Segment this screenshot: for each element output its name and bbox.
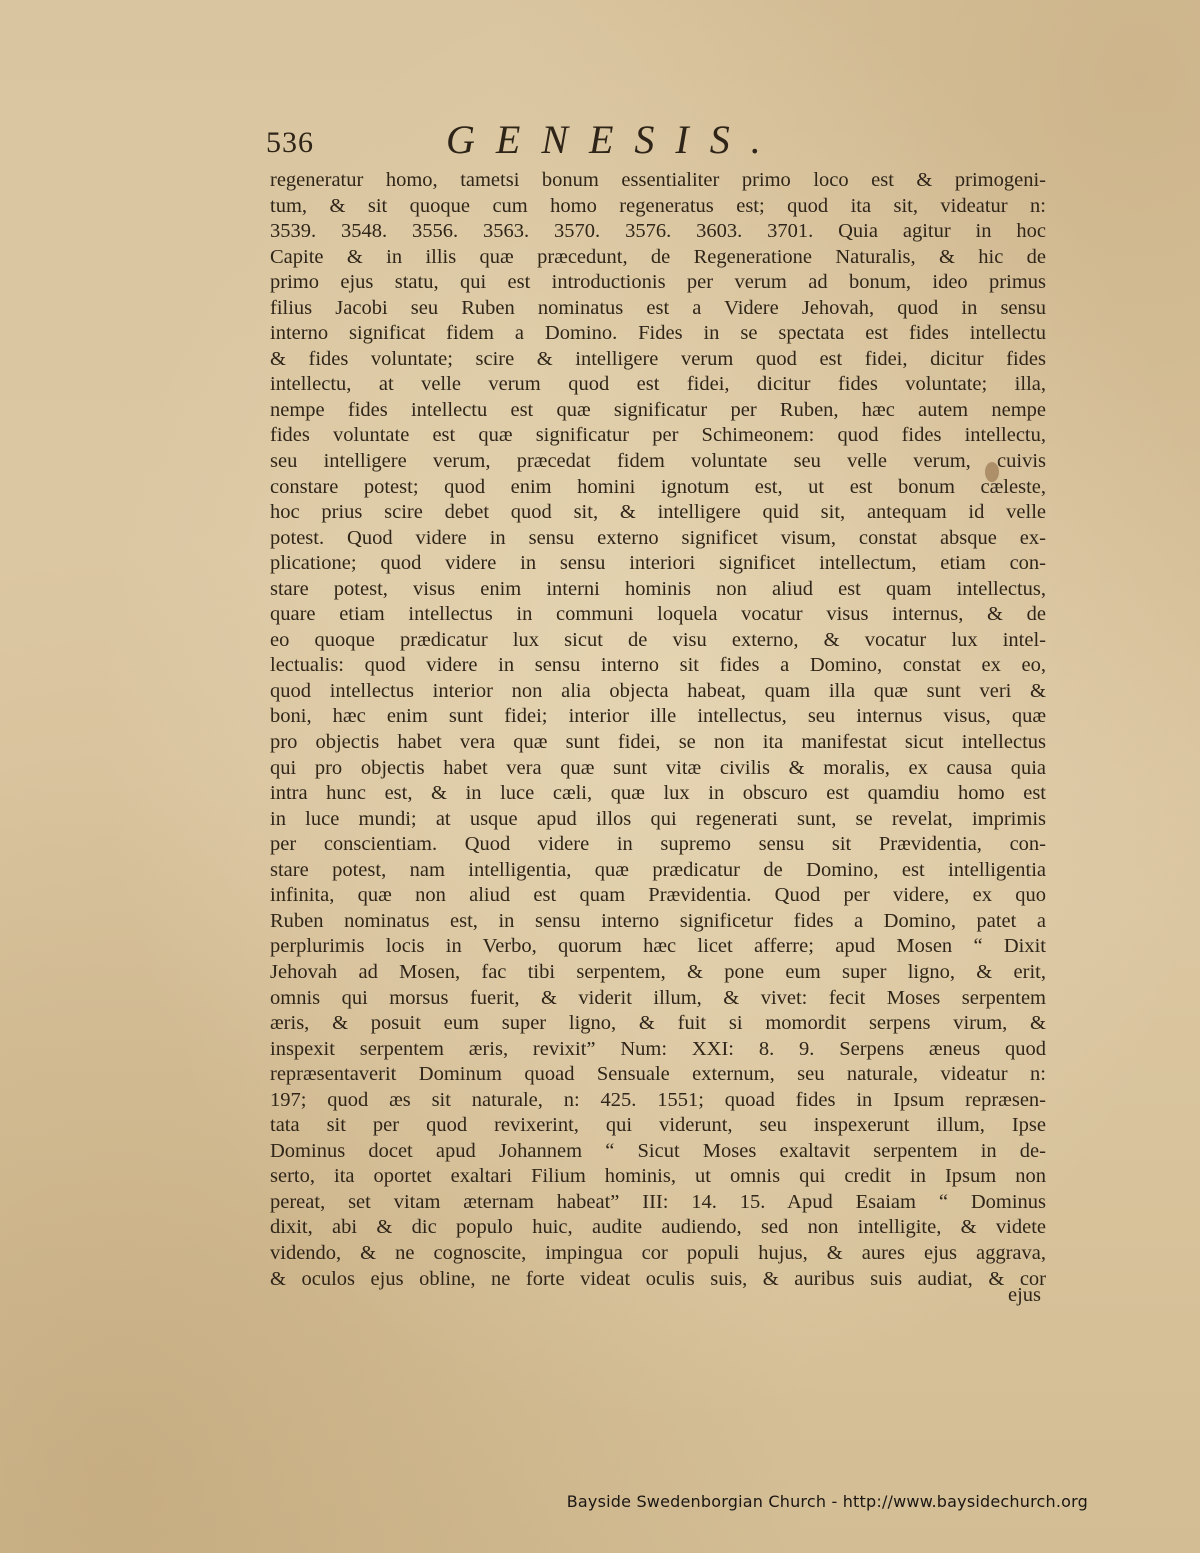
text-line: perplurimis locis in Verbo, quorum hæc licet afferre; apud Mosen “ Dixit [270, 935, 1046, 958]
text-line: eo quoque prædicatur lux sicut de visu externo, & vocatur lux intel- [270, 628, 1046, 651]
text-line: intra hunc est, & in luce cæli, quæ lux in obscuro est quamdiu homo est [270, 782, 1046, 805]
text-line: stare potest, visus enim interni hominis non aliud est quam intellectus, [270, 577, 1046, 600]
text-line: potest. Quod videre in sensu externo significet visum, constat absque ex- [270, 526, 1046, 549]
text-line: repræsentaverit Dominum quoad Sensuale externum, seu naturale, videatur n: [270, 1063, 1046, 1086]
body-text [270, 168, 1046, 1292]
text-line: omnis qui morsus fuerit, & viderit illum, & vivet: fecit Moses serpentem [270, 986, 1046, 1009]
text-line: fides voluntate est quæ significatur per Schimeonem: quod fides intellectu, [270, 424, 1046, 447]
text-line: quare etiam intellectus in communi loquela vocatur visus internus, & de [270, 603, 1046, 626]
text-line: primo ejus statu, qui est introductionis per verum ad bonum, ideo primus [270, 271, 1046, 294]
text-line: serto, ita oportet exaltari Filium hominis, ut omnis qui credit in Ipsum non [270, 1165, 1046, 1188]
text-line: boni, hæc enim sunt fidei; interior ille intellectus, seu internus visus, quæ [270, 705, 1046, 728]
text-line: per conscientiam. Quod videre in supremo sensu sit Prævidentia, con- [270, 833, 1046, 856]
text-line: videndo, & ne cognoscite, impingua cor populi hujus, & aures ejus aggrava, [270, 1241, 1046, 1264]
text-line: tum, & sit quoque cum homo regeneratus est; quod ita sit, videatur n: [270, 194, 1046, 217]
text-line: stare potest, nam intelligentia, quæ prædicatur de Domino, est intelligentia [270, 858, 1046, 881]
text-line: tata sit per quod revixerint, qui viderunt, seu inspexerunt illum, Ipse [270, 1114, 1046, 1137]
text-line: plicatione; quod videre in sensu interiori significet intellectum, etiam con- [270, 552, 1046, 575]
watermark-text: Bayside Swedenborgian Church - http://www.baysidechurch.org [566, 1492, 1088, 1511]
text-line: constare potest; quod enim homini ignotum est, ut est bonum cæleste, [270, 475, 1046, 498]
text-line: quod intellectus interior non alia objecta habeat, quam illa quæ sunt veri & [270, 679, 1046, 702]
catchword: ejus [1008, 1284, 1042, 1306]
text-line: hoc prius scire debet quod sit, & intelligere quid sit, antequam id velle [270, 501, 1046, 524]
text-line: qui pro objectis habet vera quæ sunt vitæ civilis & moralis, ex causa quia [270, 756, 1046, 779]
text-line: 3539. 3548. 3556. 3563. 3570. 3576. 3603. 3701. Quia agitur in hoc [270, 220, 1046, 243]
text-line: & oculos ejus obline, ne forte videat oculis suis, & auribus suis audiat, & cor [270, 1267, 1046, 1290]
text-line: regeneratur homo, tametsi bonum essentialiter primo loco est & primogeni- [270, 169, 1046, 191]
page-number: 536 [266, 126, 314, 159]
text-line: interno significat fidem a Domino. Fides in se spectata est fides intellectu [270, 322, 1046, 345]
running-head [266, 112, 1056, 164]
book-title: GENESIS. [446, 117, 782, 162]
text-line: filius Jacobi seu Ruben nominatus est a Videre Jehovah, quod in sensu [270, 296, 1046, 319]
text-line: 197; quod æs sit naturale, n: 425. 1551; quoad fides in Ipsum repræsen- [270, 1088, 1046, 1111]
text-line: pro objectis habet vera quæ sunt fidei, se non ita manifestat sicut intellectus [270, 731, 1046, 754]
text-line: intellectu, at velle verum quod est fidei, dicitur fides voluntate; illa, [270, 373, 1046, 396]
text-line: Capite & in illis quæ præcedunt, de Regeneratione Naturalis, & hic de [270, 245, 1046, 268]
text-line: dixit, abi & dic populo huic, audite audiendo, sed non intelligite, & videte [270, 1216, 1046, 1239]
text-line: Dominus docet apud Johannem “ Sicut Moses exaltavit serpentem in de- [270, 1139, 1046, 1162]
text-line: & fides voluntate; scire & intelligere verum quod est fidei, dicitur fides [270, 347, 1046, 370]
text-line: Ruben nominatus est, in sensu interno significetur fides a Domino, patet a [270, 909, 1046, 932]
text-line: inspexit serpentem æris, revixit” Num: XXI: 8. 9. Serpens æneus quod [270, 1037, 1046, 1060]
text-line: lectualis: quod videre in sensu interno sit fides a Domino, constat ex eo, [270, 654, 1046, 677]
text-line: nempe fides intellectu est quæ significatur per Ruben, hæc autem nempe [270, 398, 1046, 421]
text-line: æris, & posuit eum super ligno, & fuit si momordit serpens virum, & [270, 1012, 1046, 1035]
text-line: in luce mundi; at usque apud illos qui regenerati sunt, se revelat, imprimis [270, 807, 1046, 830]
text-line: infinita, quæ non aliud est quam Prævidentia. Quod per videre, ex quo [270, 884, 1046, 907]
text-line: seu intelligere verum, præcedat fidem voluntate seu velle verum, cuivis [270, 450, 1046, 473]
text-line: pereat, set vitam æternam habeat” III: 14. 15. Apud Esaiam “ Dominus [270, 1190, 1046, 1213]
text-line: Jehovah ad Mosen, fac tibi serpentem, & pone eum super ligno, & erit, [270, 960, 1046, 983]
